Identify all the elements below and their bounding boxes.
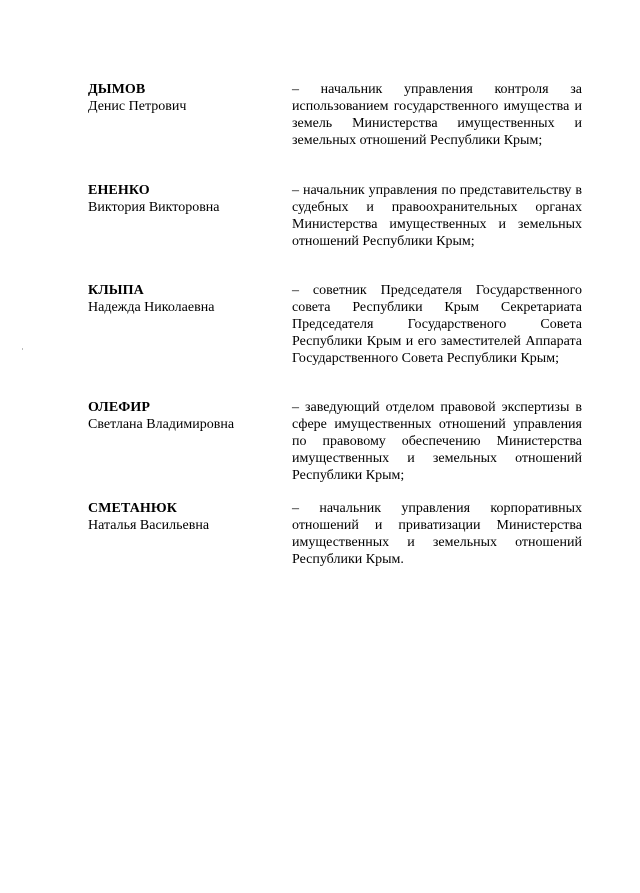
member-name-block [88,500,278,534]
member-name-block [88,81,278,115]
member-surname: ЕНЕНКО [88,183,150,198]
member-surname: КЛЫПА [88,283,144,298]
member-name-block [88,182,278,216]
member-given-name: Светлана Владимировна [88,417,235,432]
member-given-name: Денис Петрович [88,99,187,114]
member-given-name: Виктория Викторовна [88,200,220,215]
member-position: – начальник управления по представительству в судебных и правоохранительных органах Министерства имущественных и земельных отношений Республики Крым; [292,183,582,249]
member-surname: СМЕТАНЮК [88,501,178,516]
member-surname: ДЫМОВ [88,82,146,97]
member-position: – советник Председателя Государственного совета Республики Крым Секретариата Председателя Государственого Совета Республики Крым и его заместителей Аппарата Государственного Совета Республики Крым; [292,283,582,366]
member-given-name: Надежда Николаевна [88,300,215,315]
member-given-name: Наталья Васильевна [88,518,210,533]
member-name-block [88,399,278,433]
member-position: – начальник управления корпоративных отношений и приватизации Министерства имущественных и земельных отношений Республики Крым. [292,501,582,567]
member-position: – заведующий отделом правовой экспертизы в сфере имущественных отношений управления по правовому обеспечению Министерства имущественных и земельных отношений Республики Крым; [292,400,582,483]
member-position: – начальник управления контроля за использованием государственного имущества и земель Министерства имущественных и земельных отношений Республики Крым; [292,82,582,148]
member-name-block [88,282,278,316]
scan-speck [22,348,23,350]
member-surname: ОЛЕФИР [88,400,151,415]
